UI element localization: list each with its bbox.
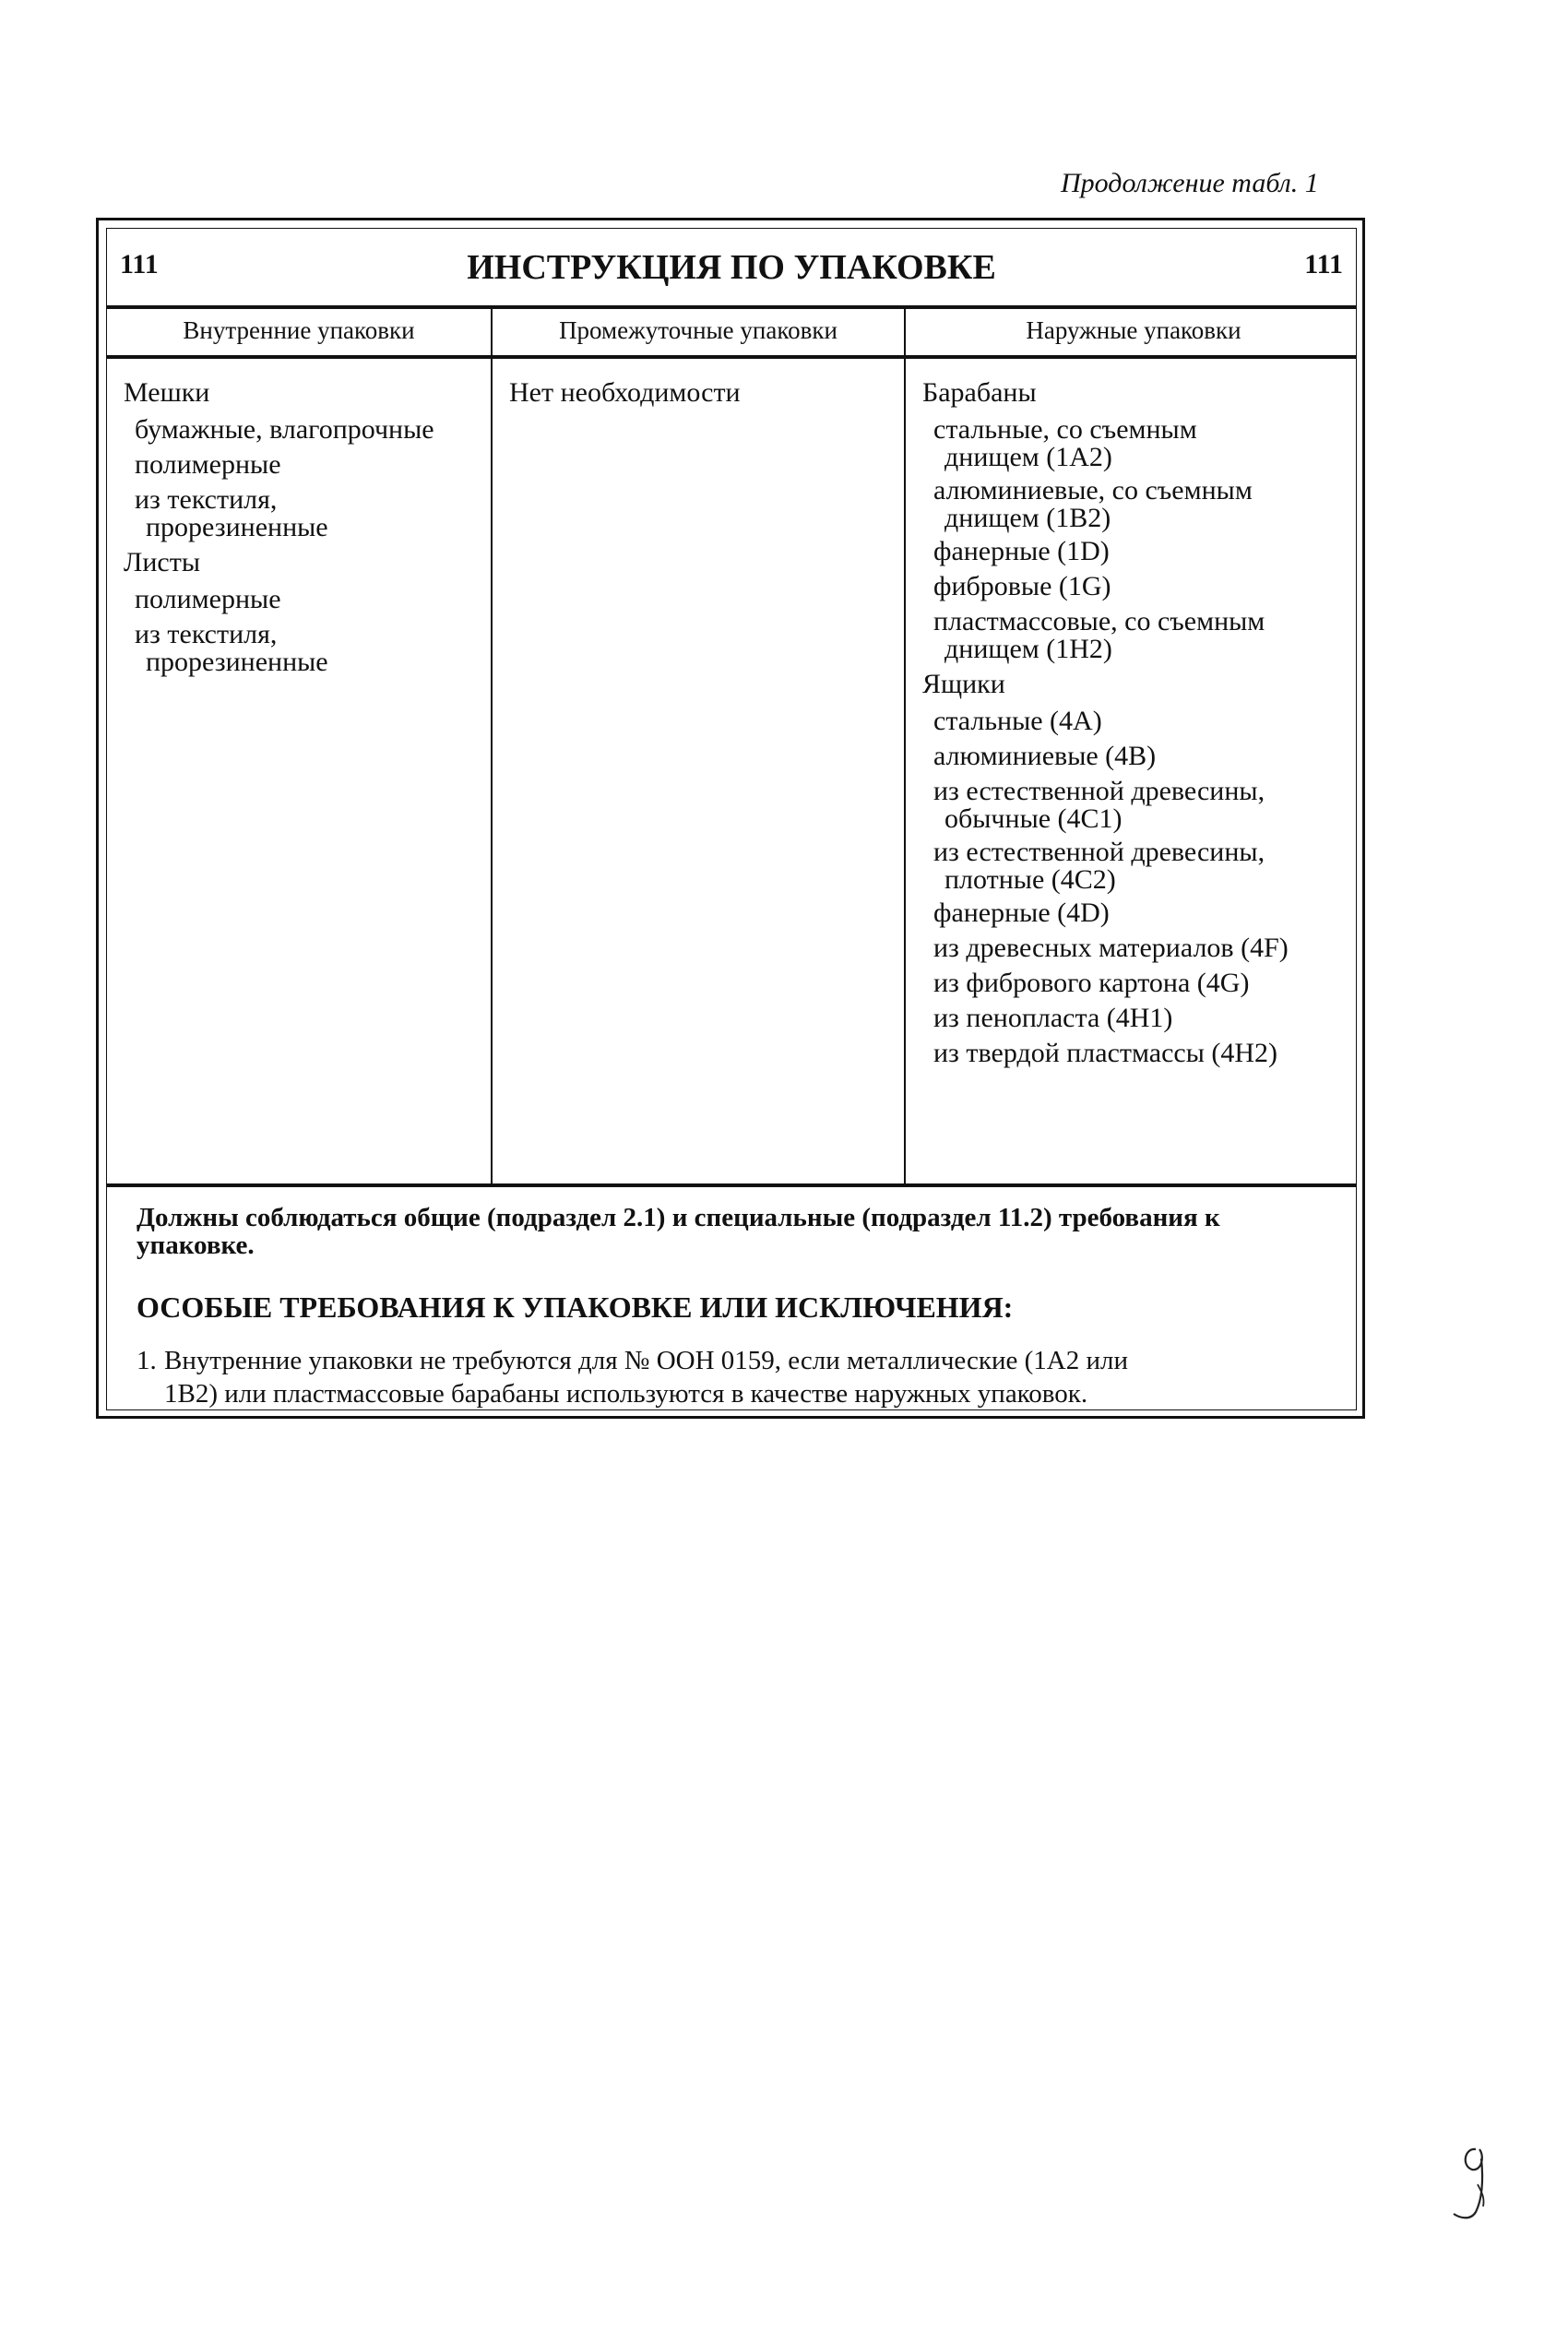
packaging-item-line: днищем (1Н2) xyxy=(944,634,1112,664)
packaging-item xyxy=(933,838,1356,893)
packaging-item-line: из текстиля, xyxy=(135,484,278,515)
packaging-item xyxy=(933,1004,1356,1033)
packaging-item-line: фибровые (1G) xyxy=(933,571,1111,601)
packaging-item xyxy=(933,742,1356,771)
column-header-outer: Наружные упаковки xyxy=(1026,316,1241,344)
packaging-item xyxy=(933,607,1356,662)
packaging-item-line: обычные (4С1) xyxy=(944,803,1123,834)
packaging-item-line: из естественной древесины, xyxy=(933,776,1265,806)
packaging-item-line: фанерные (4D) xyxy=(933,898,1110,928)
packaging-item xyxy=(135,450,483,480)
packaging-item-line: из древесных материалов (4F) xyxy=(933,933,1289,963)
packaging-item-line: из фибрового картона (4G) xyxy=(933,968,1250,998)
packaging-item-line: из твердой пластмассы (4Н2) xyxy=(933,1038,1278,1068)
packaging-group-name: Листы xyxy=(124,547,200,577)
requirements-section xyxy=(107,1183,1356,1409)
packaging-item xyxy=(135,485,483,541)
packaging-item-line: из текстиля, xyxy=(135,619,278,649)
packaging-item xyxy=(933,415,1356,470)
packaging-item-line: прорезиненные xyxy=(146,647,328,677)
packaging-item-line: алюминиевые (4В) xyxy=(933,741,1157,771)
packaging-item xyxy=(933,476,1356,531)
packaging-item-line: из пенопласта (4Н1) xyxy=(933,1003,1173,1033)
instruction-code-right: 111 xyxy=(1304,249,1343,279)
packaging-item-line: стальные, со съемным xyxy=(933,414,1197,445)
column-divider xyxy=(491,305,493,1183)
packaging-item xyxy=(135,585,483,614)
packaging-item xyxy=(135,415,483,445)
title-row xyxy=(107,229,1356,309)
inner-packagings-cell xyxy=(124,376,483,681)
intermediate-packagings-cell xyxy=(509,376,897,410)
note-number: 1. xyxy=(137,1346,157,1375)
packaging-group-name: Мешки xyxy=(124,377,210,408)
packaging-item xyxy=(933,707,1356,736)
instruction-code-left: 111 xyxy=(120,249,159,279)
table-title: ИНСТРУКЦИЯ ПО УПАКОВКЕ xyxy=(467,248,996,287)
continuation-label: Продолжение табл. 1 xyxy=(1061,168,1319,198)
packaging-item-line: плотные (4С2) xyxy=(944,864,1116,895)
packaging-item-line: днищем (1В2) xyxy=(944,503,1111,533)
intermediate-text: Нет необходимости xyxy=(509,377,741,408)
packaging-item-line: полимерные xyxy=(135,584,281,614)
packaging-item-line: фанерные (1D) xyxy=(933,536,1110,566)
packaging-group-name: Барабаны xyxy=(922,377,1037,408)
packaging-item xyxy=(933,537,1356,566)
packaging-item-line: пластмассовые, со съемным xyxy=(933,606,1265,636)
special-requirement-note xyxy=(137,1344,1328,1410)
handwritten-signature xyxy=(1448,2140,1503,2232)
packaging-item-line: алюминиевые, со съемным xyxy=(933,475,1253,505)
note-line-2: 1В2) или пластмассовые барабаны используются в качестве наружных упаковок. xyxy=(164,1379,1088,1409)
packaging-item-line: стальные (4А) xyxy=(933,706,1102,736)
packaging-item-line: полимерные xyxy=(135,449,281,480)
packaging-item-line: прорезиненные xyxy=(146,512,328,542)
packaging-item-line: бумажные, влагопрочные xyxy=(135,414,434,445)
column-header-intermediate: Промежуточные упаковки xyxy=(559,316,837,344)
packaging-item xyxy=(933,572,1356,601)
packing-instruction-table xyxy=(96,218,1365,1419)
packaging-item-line: из естественной древесины, xyxy=(933,837,1265,867)
general-requirements: Должны соблюдаться общие (подраздел 2.1) и специальные (подраздел 11.2) требования к упаковке. xyxy=(137,1203,1220,1260)
packaging-item xyxy=(933,969,1356,998)
packaging-item xyxy=(933,934,1356,963)
packaging-item xyxy=(135,620,483,675)
table-inner-border xyxy=(106,228,1357,1410)
packaging-group-name: Ящики xyxy=(922,669,1005,699)
packaging-item-line: днищем (1А2) xyxy=(944,442,1112,472)
note-line-1: Внутренние упаковки не требуются для № ООН 0159, если металлические (1А2 или xyxy=(164,1346,1128,1375)
packaging-item xyxy=(933,898,1356,928)
packaging-item xyxy=(933,1039,1356,1068)
special-requirements-title: ОСОБЫЕ ТРЕБОВАНИЯ К УПАКОВКЕ ИЛИ ИСКЛЮЧЕНИЯ: xyxy=(137,1290,1014,1324)
column-headers xyxy=(107,305,1356,359)
column-header-inner: Внутренние упаковки xyxy=(183,316,415,344)
packaging-item xyxy=(933,777,1356,832)
outer-packagings-cell xyxy=(922,376,1356,1074)
column-divider xyxy=(904,305,906,1183)
